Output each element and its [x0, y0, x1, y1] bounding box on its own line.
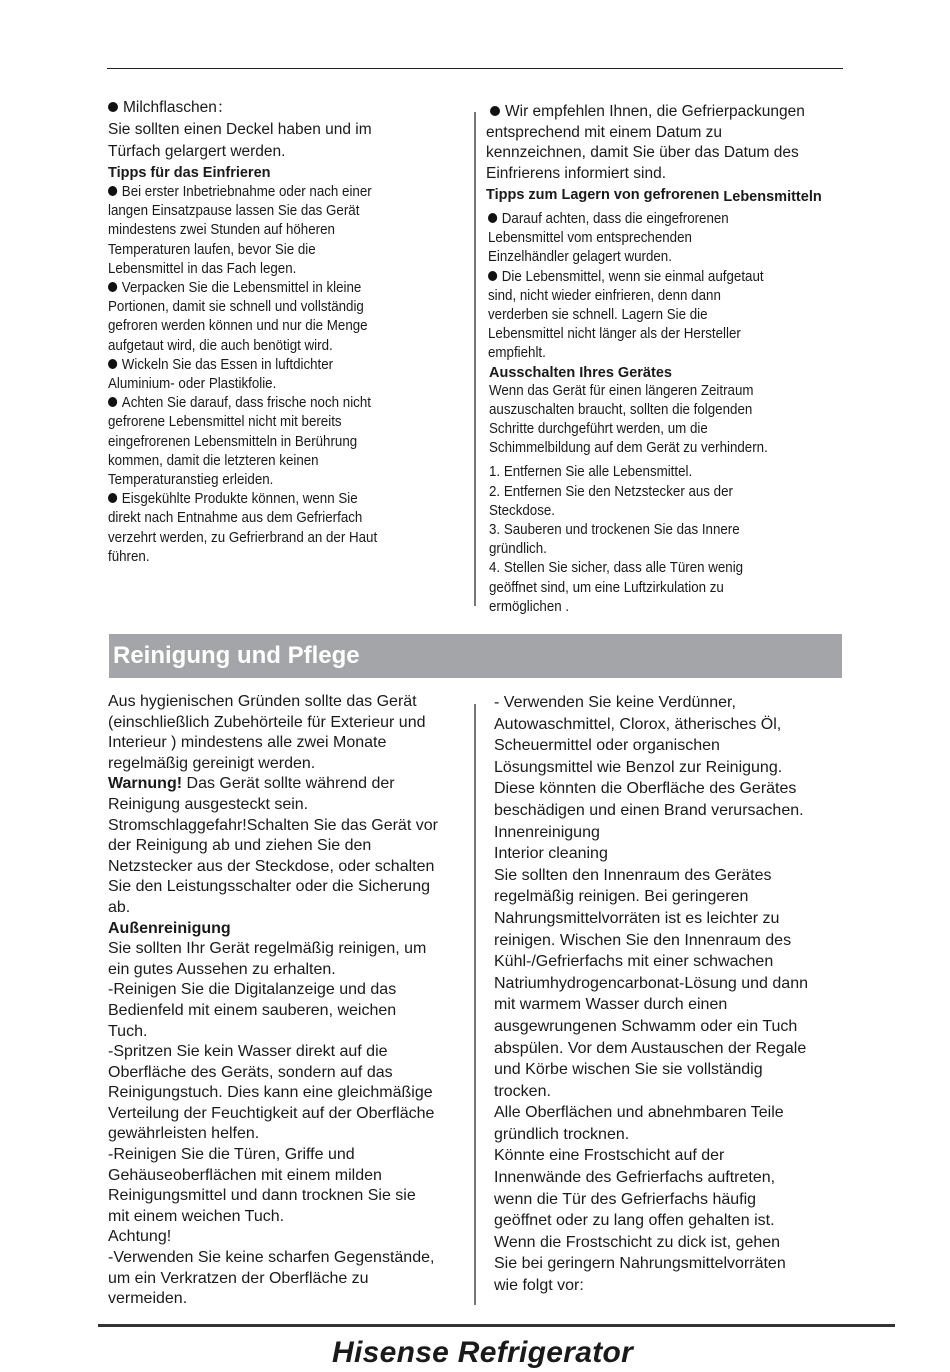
milk-bottles-text: [108, 119, 468, 163]
switch-off-steps: [489, 463, 852, 617]
list-item: [488, 268, 851, 364]
text-line: aufgetaut wird, die auch benötigt wird.: [108, 337, 333, 354]
list-item: [108, 356, 471, 394]
brand-logo: Hisense Refrigerator: [332, 1336, 634, 1369]
text-line: geöffnet sind, um eine Luftzirkulation zu: [489, 579, 724, 596]
text-line: wie folgt vor:: [494, 1277, 584, 1295]
text-line: ab.: [108, 898, 131, 916]
milk-bottles-label: Milchflaschen：: [123, 99, 233, 116]
text-line: reinigen. Wischen Sie den Innenraum des: [494, 931, 792, 949]
text-line: mit einem weichen Tuch.: [108, 1207, 285, 1225]
text-line: geöffnet oder zu lang offen gehalten ist.: [494, 1212, 775, 1230]
text-line: Natriumhydrogencarbonat-Lösung und dann: [494, 974, 808, 992]
warning-text: Das Gerät sollte während der: [182, 775, 395, 793]
text-line: Temperaturanstieg erleiden.: [108, 472, 274, 489]
text-line: gefrorene Lebensmittel nicht mit bereits: [108, 414, 342, 431]
bullet-icon: [108, 282, 117, 292]
text-line: sind, nicht wieder einfrieren, denn dann: [488, 287, 721, 304]
text-line: der Reinigung ab und ziehen Sie den: [108, 837, 372, 855]
text-line: entsprechend mit einem Datum zu: [486, 123, 723, 141]
upper-right-column: [486, 102, 846, 617]
switch-off-intro: [489, 382, 852, 459]
text-line: Interior cleaning: [494, 845, 608, 863]
text-line: Türfach gelargert werden.: [108, 143, 286, 160]
text-line: mindestens zwei Stunden auf höheren: [108, 222, 335, 239]
upper-left-column: [108, 98, 468, 567]
text-line: Wir empfehlen Ihnen, die Gefrierpackungen: [486, 102, 846, 123]
text-line: Aluminium- oder Plastikfolie.: [108, 376, 277, 393]
lower-right-column: [494, 692, 844, 1297]
text-line: Temperaturen laufen, bevor Sie die: [108, 241, 316, 258]
text-line: Verteilung der Feuchtigkeit auf der Oberfläche: [108, 1104, 435, 1122]
text-line: führen.: [108, 548, 150, 565]
text-line: kennzeichnen, damit Sie über das Datum des: [486, 144, 799, 161]
text-line: -Verwenden Sie keine scharfen Gegenstände,: [108, 1249, 435, 1267]
list-item: [108, 490, 471, 567]
text-line: Darauf achten, dass die eingefrorenen: [488, 210, 851, 229]
text-line: vermeiden.: [108, 1290, 188, 1308]
text-line: Könnte eine Frostschicht auf der: [494, 1147, 725, 1165]
text-line: Reinigungstuch. Dies kann eine gleichmäßige: [108, 1084, 433, 1102]
bullet-icon: [490, 106, 500, 116]
text-line: Wickeln Sie das Essen in luftdichter: [108, 356, 471, 375]
text-line: direkt nach Entnahme aus dem Gefrierfach: [108, 510, 363, 527]
list-item: [108, 183, 471, 279]
text-line: (einschließlich Zubehörteile für Exterieur und: [108, 713, 426, 731]
text-line: ausgewrungenen Schwamm oder ein Tuch: [494, 1017, 798, 1035]
text-line: Reinigungsmittel und dann trocknen Sie sie: [108, 1187, 416, 1205]
text-line: -Reinigen Sie die Türen, Griffe und: [108, 1146, 355, 1164]
bottom-rule: [98, 1324, 895, 1327]
text-line: Sie sollten einen Deckel haben und im: [108, 121, 372, 138]
text-line: Autowaschmittel, Clorox, ätherisches Öl,: [494, 715, 782, 733]
lower-left-column: [108, 692, 473, 1310]
text-line: Diese könnten die Oberfläche des Gerätes: [494, 780, 797, 798]
bullet-icon: [108, 397, 117, 407]
text-line: Lebensmittel nicht länger als der Hersteller: [488, 326, 741, 343]
bullet-icon: [108, 102, 118, 112]
section-banner: [109, 634, 842, 678]
text-line: Die Lebensmittel, wenn sie einmal aufgetaut: [488, 268, 851, 287]
text-line: Tuch.: [108, 1022, 148, 1040]
text-line: Schimmelbildung auf dem Gerät zu verhindern.: [489, 440, 768, 457]
text-line: gründlich.: [489, 541, 547, 558]
text-line: Lösungsmittel wie Benzol zur Reinigung.: [494, 758, 783, 776]
storage-heading-part1: Tipps zum Lagern von gefrorenen: [486, 187, 720, 203]
text-line: Sie sollten Ihr Gerät regelmäßig reinigen, um: [108, 940, 427, 958]
text-line: abspülen. Vor dem Austauschen der Regale: [494, 1039, 807, 1057]
text-line: kommen, damit die letzteren keinen: [108, 452, 319, 469]
storage-tips-list: [488, 210, 851, 364]
text-line: 4. Stellen Sie sicher, dass alle Türen wenig: [489, 560, 744, 577]
text-line: Wenn das Gerät für einen längeren Zeitraum: [489, 382, 754, 399]
column-divider: [474, 112, 476, 606]
switch-off-heading: Ausschalten Ihres Gerätes: [489, 364, 672, 381]
text-line: Wenn die Frostschicht zu dick ist, gehen: [494, 1233, 781, 1251]
text-line: Reinigung ausgesteckt sein.: [108, 795, 309, 813]
list-item: [108, 394, 471, 490]
text-line: trocken.: [494, 1082, 551, 1100]
text-line: Achtung!: [108, 1228, 172, 1246]
text-line: empfiehlt.: [488, 345, 546, 362]
text-line: Schritte durchgeführt werden, um die: [489, 421, 708, 438]
text-line: - Verwenden Sie keine Verdünner,: [494, 694, 736, 711]
freezing-tips-heading: Tipps für das Einfrieren: [108, 165, 271, 181]
section-title: Reinigung und Pflege: [113, 642, 360, 669]
text-line: Innenwände des Gefrierfachs auftreten,: [494, 1169, 776, 1187]
warning-line: [108, 774, 473, 795]
text-line: regelmäßig reinigen. Bei geringeren: [494, 888, 749, 906]
bullet-icon: [488, 271, 497, 281]
text-line: -Spritzen Sie kein Wasser direkt auf die: [108, 1043, 388, 1061]
text-line: 2. Entfernen Sie den Netzstecker aus der: [489, 483, 733, 500]
text-line: Sie sollten den Innenraum des Gerätes: [494, 866, 772, 884]
text-line: Eisgekühlte Produkte können, wenn Sie: [108, 490, 471, 509]
text-line: Bedienfeld mit einem sauberen, weichen: [108, 1001, 397, 1019]
text-line: mit warmem Wasser durch einen: [494, 996, 728, 1014]
text-line: Innenreinigung: [494, 823, 600, 841]
column-divider: [474, 704, 476, 1305]
top-rule: [107, 68, 843, 69]
text-line: beschädigen und einen Brand verursachen.: [494, 801, 804, 819]
text-line: Stromschlaggefahr!Schalten Sie das Gerät vor: [108, 816, 438, 834]
text-line: -Reinigen Sie die Digitalanzeige und das: [108, 981, 397, 999]
bullet-icon: [488, 213, 497, 223]
text-line: wenn die Tür des Gefrierfachs häufig: [494, 1190, 757, 1208]
text-line: gründlich trocknen.: [494, 1125, 630, 1143]
exterior-cleaning-heading: Außenreinigung: [108, 919, 231, 937]
warning-label: Warnung!: [108, 775, 183, 793]
list-item: [108, 279, 471, 356]
text-line: Einfrierens informiert sind.: [486, 164, 667, 182]
text-line: Achten Sie darauf, dass frische noch nicht: [108, 394, 471, 413]
label-date-tip: [486, 102, 846, 184]
text-line: Kühl-/Gefrierfachs mit einer schwachen: [494, 953, 774, 971]
text-line: regelmäßig gereinigt werden.: [108, 754, 316, 772]
text-line: Sie bei geringern Nahrungsmittelvorräten: [494, 1255, 786, 1273]
text-line: Portionen, damit sie schnell und vollständig: [108, 299, 364, 316]
text-line: Steckdose.: [489, 502, 556, 519]
text-line: um ein Verkratzen der Oberfläche zu: [108, 1269, 369, 1287]
text-line: eingefrorenen Lebensmitteln in Berührung: [108, 433, 358, 450]
text-line: langen Einsatzpause lassen Sie das Gerät: [108, 203, 360, 220]
text-line: gefroren werden können und nur die Menge: [108, 318, 368, 335]
text-line: Sie den Leistungsschalter oder die Sicherung: [108, 878, 430, 896]
text-line: Gehäuseoberflächen mit einem milden: [108, 1166, 382, 1184]
text-line: gewährleisten helfen.: [108, 1125, 260, 1143]
text-line: Bei erster Inbetriebnahme oder nach einer: [108, 183, 471, 202]
text-line: Oberfläche des Geräts, sondern auf das: [108, 1063, 393, 1081]
freezing-tips-list: [108, 183, 471, 567]
text-line: Nahrungsmittelvorräten ist es leichter zu: [494, 909, 780, 927]
text-line: auszuschalten braucht, sollten die folgenden: [489, 401, 753, 418]
text-line: Einzelhändler gelagert wurden.: [488, 249, 672, 266]
text-line: und Körbe wischen Sie sie vollständig: [494, 1061, 763, 1079]
bullet-icon: [108, 186, 117, 196]
text-line: 3. Sauberen und trockenen Sie das Innere: [489, 522, 740, 539]
text-line: ein gutes Aussehen zu erhalten.: [108, 960, 336, 978]
bullet-icon: [108, 493, 117, 503]
text-line: Verpacken Sie die Lebensmittel in kleine: [108, 279, 471, 298]
text-line: Alle Oberflächen und abnehmbaren Teile: [494, 1104, 784, 1122]
text-line: Lebensmittel in das Fach legen.: [108, 260, 297, 277]
text-line: Scheuermittel oder organischen: [494, 737, 720, 755]
text-line: 1. Entfernen Sie alle Lebensmittel.: [489, 464, 693, 481]
list-item: [488, 210, 851, 268]
text-line: Interieur ) mindestens alle zwei Monate: [108, 734, 387, 752]
milk-bottles-item: [108, 98, 468, 118]
text-line: Aus hygienischen Gründen sollte das Gerät: [108, 693, 417, 710]
text-line: verzehrt werden, zu Gefrierbrand an der Haut: [108, 529, 378, 546]
text-line: Lebensmittel vom entsprechenden: [488, 230, 692, 247]
bullet-icon: [108, 359, 117, 369]
text-line: ermöglichen .: [489, 598, 570, 615]
storage-heading-part2: Lebensmitteln: [723, 189, 822, 205]
text-line: Netzstecker aus der Steckdose, oder schalten: [108, 857, 435, 875]
storage-tips-heading: [486, 185, 846, 205]
text-line: verderben sie schnell. Lagern Sie die: [488, 307, 708, 324]
